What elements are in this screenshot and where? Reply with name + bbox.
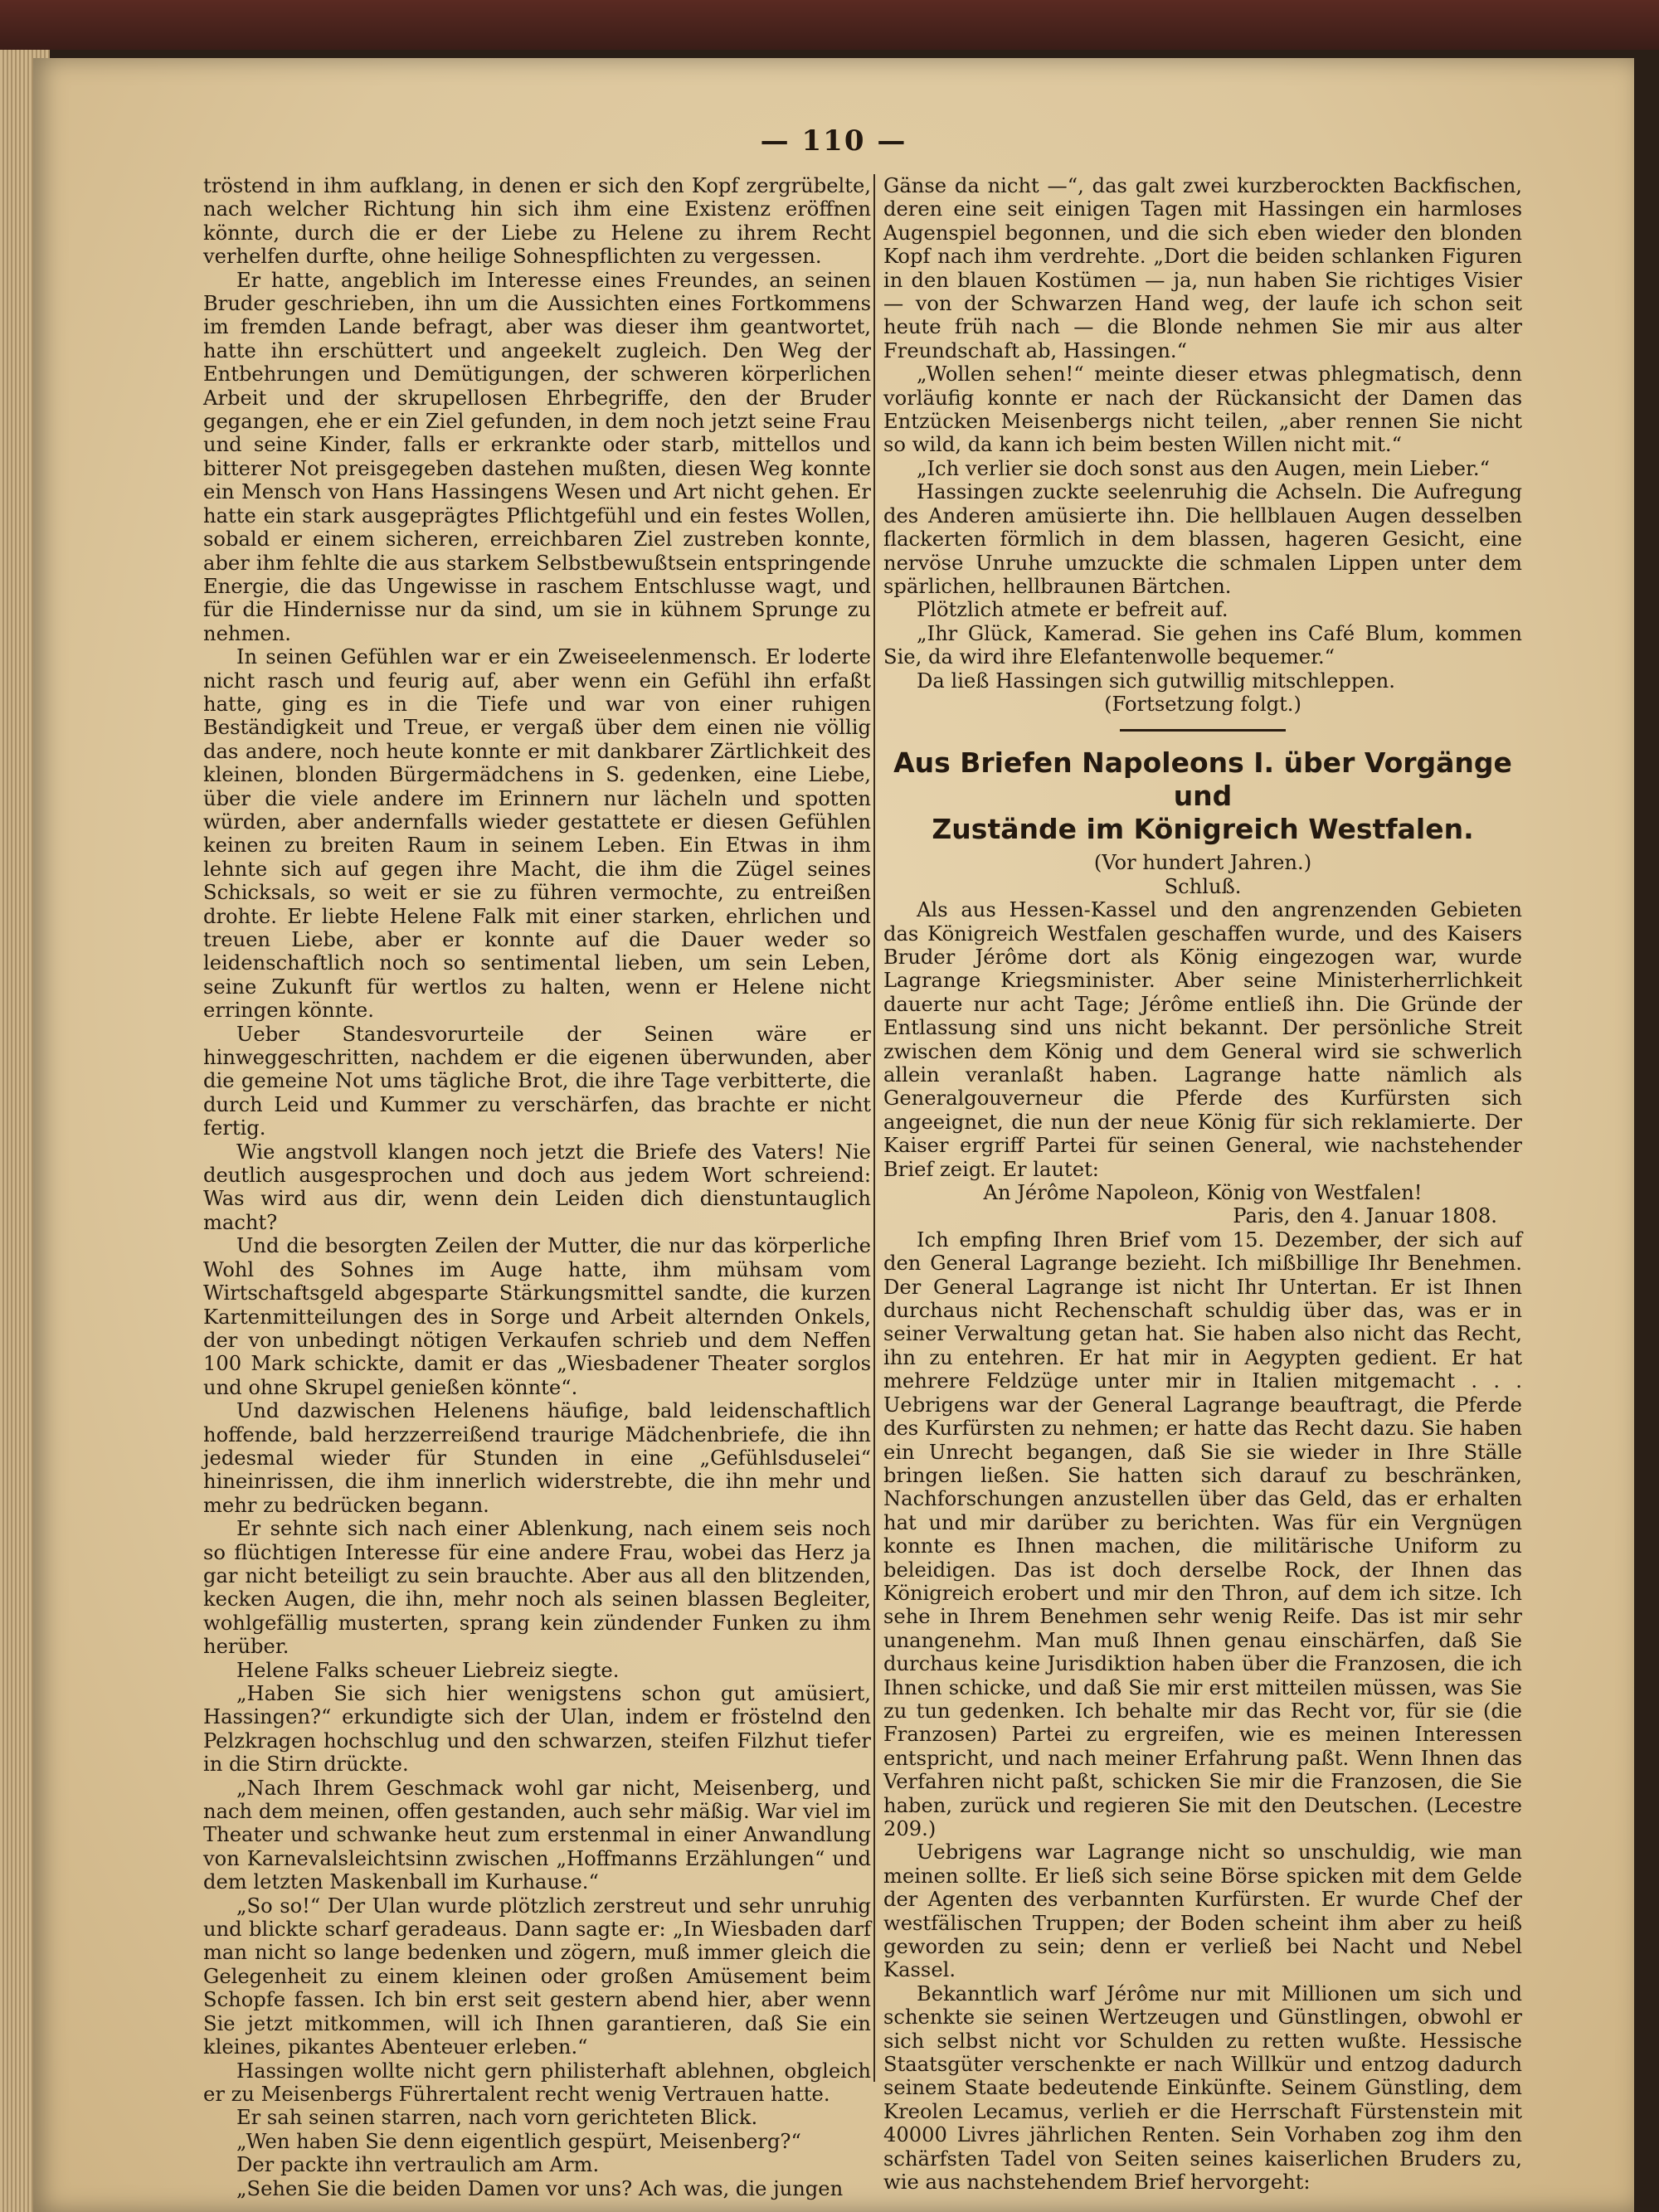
left-paragraph: „So so!“ Der Ulan wurde plötzlich zerstreut und sehr unruhig und blickte scharf geradeaus. Dann sagte er: „In Wiesbaden darf man nicht so lange bedenken und zögern, muß immer gleich die Gelegenheit zu einem kleinen oder großen Amüsement beim Schopfe fassen. Ich bin erst seit gestern abend hier, aber wenn Sie jetzt mitkommen, will ich Ihnen garantieren, daß Sie ein kleines, pikantes Abenteuer erleben.“ (203, 1894, 871, 2059)
column-divider (873, 174, 875, 2082)
left-paragraph: tröstend in ihm aufklang, in denen er sich den Kopf zergrübelte, nach welcher Richtung hin sich ihm eine Existenz eröffnen könnte, durch die er der Liebe zu Helene zu ihrem Recht verhelfen durfte, ohne heilige Sohnespflichten zu vergessen. (203, 174, 871, 269)
left-paragraph: Wie angstvoll klangen noch jetzt die Briefe des Vaters! Nie deutlich ausgesprochen und doch aus jedem Wort schreiend: Was wird aus dir, wenn dein Leiden dich dienstuntauglich macht? (203, 1140, 871, 1234)
right-column (883, 174, 1522, 2195)
section-separator (1120, 729, 1286, 732)
right-paragraph: Gänse da nicht —“, das galt zwei kurzberockten Backfischen, deren eine seit einigen Tagen mit Hassingen ein harmloses Augenspiel begonnen, und die sich eben wieder den blonden Kopf nach ihm verdrehte. „Dort die beiden schlanken Figuren in den blauen Kostümen — ja, nun haben Sie richtiges Visier — von der Schwarzen Hand weg, der laufe ich schon seit heute früh nach — die Blonde nehmen Sie mir aus alter Freundschaft ab, Hassingen.“ (883, 174, 1522, 362)
right-paragraph: Da ließ Hassingen sich gutwillig mitschleppen. (917, 668, 1395, 693)
article-paragraph: Uebrigens war Lagrange nicht so unschuldig, wie man meinen sollte. Er ließ sich seine Börse spicken mit dem Gelde der Agenten des verbannten Kurfürsten. Er wurde Chef der westfälischen Truppen; der Boden scheint ihm aber zu heiß geworden zu sein; denn er verließ bei Nacht und Nebel Kassel. (883, 1840, 1522, 1982)
left-paragraph: „Sehen Sie die beiden Damen vor uns? Ach was, die jungen (236, 2176, 844, 2200)
letter-body: Ich empfing Ihren Brief vom 15. Dezember, der sich auf den General Lagrange bezieht. Ich mißbillige Ihr Benehmen. Der General Lagrange ist nicht Ihr Untertan. Er ist Ihnen durchaus nicht Rechenschaft schuldig über das, was er in seiner Verwaltung getan hat. Sie haben also nicht das Recht, ihn zu entehren. Er hat mir in Aegypten gedient. Er hat mehrere Feldzüge unter mir in Italien mitgemacht . . . Uebrigens war der General Lagrange beauftragt, die Pferde des Kurfürsten zu nehmen; er hatte das Recht dazu. Sie haben ein Unrecht begangen, daß Sie sie wieder in Ihre Ställe bringen ließen. Sie hatten sich darauf zu beschränken, Nachforschungen anzustellen über das Geld, das er erhalten hat und mir darüber zu berichten. Was für ein Vergnügen konnte es Ihnen machen, die militärische Uniform zu beleidigen. Das ist doch derselbe Rock, der Ihnen das Königreich erobert und mir den Thron, auf dem ich sitze. Ich sehe in Ihrem Benehmen sehr wenig Reife. Das ist mir sehr unangenehm. Man muß Ihnen genau einschärfen, daß Sie durchaus keine Jurisdiktion haben über die Franzosen, die ich Ihnen schicke, und daß Sie mir erst mitteilen müssen, was Sie zu tun gedenken. Ich behalte mir das Recht vor, für sie (die Franzosen) Partei zu ergreifen, wie es meinen Interessen entspricht, und nach meiner Erfahrung paßt. Wenn Ihnen das Verfahren nicht paßt, schicken Sie mir die Franzosen, die Sie haben, zurück und regieren Sie mit den Deutschen. (Lecestre 209.) (883, 1228, 1522, 1840)
left-paragraph: Er sah seinen starren, nach vorn gerichteten Blick. (236, 2106, 758, 2130)
article-subtitle: (Vor hundert Jahren.) (1093, 851, 1312, 875)
left-paragraph: In seinen Gefühlen war er ein Zweiseelenmensch. Er loderte nicht rasch und feurig auf, aber wenn ein Gefühl ihn erfaßt hatte, ging es in die Tiefe und war von einer ruhigen Beständigkeit und Treue, er vergaß über dem einen nie völlig das andere, noch heute konnte er mit dankbarer Zärtlichkeit des kleinen, blonden Bürgermädchens in S. gedenken, eine Liebe, über die viele andere im Erinnern nur lächeln und spotten würden, aber andernfalls wieder gestattete er diesen Gefühlen keinen zu breiten Raum in seinem Leben. Ein Etwas in ihm lehnte sich auf gegen ihre Macht, die ihm die Zügel seines Schicksals, so weit er sie zu führen vermochte, zu entreißen drohte. Er liebte Helene Falk mit einer starken, ehrlichen und treuen Liebe, aber er konnte auf die Dauer weder so leidenschaftlich noch so sentimental lieben, um sein Leben, seine Zukunft für wertlos zu halten, wenn er Helene nicht erringen könnte. (203, 645, 871, 1023)
letter-date: Paris, den 4. Januar 1808. (1233, 1204, 1497, 1228)
right-paragraph: Hassingen zuckte seelenruhig die Achseln. Die Aufregung des Anderen amüsierte ihn. Die hellblauen Augen desselben flackerten förmlich in dem blassen, hageren Gesicht, eine nervöse Unruhe umzuckte die schmalen Lippen unter dem spärlichen, hellbraunen Bärtchen. (883, 480, 1522, 598)
continuation-note: (Fortsetzung folgt.) (1104, 692, 1301, 716)
book-top-edge (0, 0, 1659, 50)
left-paragraph: Und dazwischen Helenens häufige, bald leidenschaftlich hoffende, bald herzzerreißend traurige Mädchenbriefe, die ihn jedesmal wieder für Stunden in eine „Gefühlsduselei“ hineinrissen, die ihm innerlich widerstrebte, die ihn mehr und mehr zu bedrücken begann. (203, 1399, 871, 1517)
article-paragraph: Bekanntlich warf Jérôme nur mit Millionen um sich und schenkte sie seinen Wertzeugen und Günstlingen, obwohl er sich selbst nicht vor Schulden zu retten wußte. Hessische Staatsgüter verschenkte er nach Willkür und entzog dadurch seinem Staate bedeutende Einkünfte. Seinem Günstling, dem Kreolen Lecamus, verlieh er die Herrschaft Fürstenstein mit 40000 Livres jährlichen Renten. Sein Vorhaben zog ihm den schärfsten Tadel von Seiten seines kaiserlichen Bruders zu, wie aus nachstehendem Brief hervorgeht: (883, 1981, 1522, 2195)
book-page (33, 58, 1634, 2212)
left-column (203, 174, 871, 2200)
left-paragraph: Und die besorgten Zeilen der Mutter, die nur das körperliche Wohl des Sohnes im Auge hatte, ihm mühsam vom Wirtschaftsgeld abgesparte Stärkungsmittel sandte, die kurzen Kartenmitteilungen des in Sorge und Arbeit alternden Onkels, der von unbedingt nötigen Verkaufen schrieb und dem Neffen 100 Mark schickte, damit er das „Wiesbadener Theater sorglos und ohne Skrupel genießen könnte“. (203, 1234, 871, 1399)
left-paragraph: „Nach Ihrem Geschmack wohl gar nicht, Meisenberg, und nach dem meinen, offen gestanden, auch sehr mäßig. War viel im Theater und schwanke heut zum erstenmal in einer Anwandlung von Karnevalsleichtsinn zwischen „Hoffmanns Erzählungen“ und dem letzten Maskenball im Kurhause.“ (203, 1776, 871, 1894)
article-title-line: Zustände im Königreich Westfalen. (932, 813, 1474, 846)
right-paragraph: „Ich verlier sie doch sonst aus den Augen, mein Lieber.“ (917, 456, 1490, 480)
left-paragraph: Hassingen wollte nicht gern philisterhaft ablehnen, obgleich er zu Meisenbergs Führertalent recht wenig Vertrauen hatte. (203, 2059, 871, 2106)
right-paragraph: Plötzlich atmete er befreit auf. (917, 598, 1228, 622)
left-paragraph: Er hatte, angeblich im Interesse eines Freundes, an seinen Bruder geschrieben, ihn um die Aussichten eines Fortkommens im fremden Lande befragt, aber was dieser ihm geantwortet, hatte ihn erschüttert und angeekelt zugleich. Den Weg der Entbehrungen und Demütigungen, der schweren körperlichen Arbeit und der skrupellosen Ehrbegriffe, den der Bruder gegangen, ehe er ein Ziel gefunden, in dem noch jetzt seine Frau und seine Kinder, falls er erkrankte oder starb, mittellos und bitterer Not preisgegeben dastehen mußten, diesen Weg konnte ein Mensch von Hans Hassingens Wesen und Art nicht gehen. Er hatte ein stark ausgeprägtes Pflichtgefühl und ein festes Wollen, sobald er einem sicheren, erreichbaren Ziel zustreben konnte, aber ihm fehlte die aus starkem Selbstbewußtsein entspringende Energie, die das Ungewisse in raschem Entschlusse wagt, und für die Hindernisse nur da sind, um sie in kühnem Sprunge zu nehmen. (203, 268, 871, 645)
left-paragraph: „Haben Sie sich hier wenigstens schon gut amüsiert, Hassingen?“ erkundigte sich der Ulan, indem er fröstelnd den Pelzkragen hochschlug und den schwarzen, steifen Filzhut tiefer in die Stirn drückte. (203, 1682, 871, 1777)
left-paragraph: Ueber Standesvorurteile der Seinen wäre er hinweggeschritten, nachdem er die eigenen überwunden, aber die gemeine Not ums tägliche Brot, die ihre Tage verbitterte, die durch Leid und Kummer zu verschärfen, das brachte er nicht fertig. (203, 1022, 871, 1140)
left-paragraph: „Wen haben Sie denn eigentlich gespürt, Meisenberg?“ (236, 2129, 801, 2153)
left-paragraph: Er sehnte sich nach einer Ablenkung, nach einem seis noch so flüchtigen Interesse für eine andere Frau, wobei das Herz ja gar nicht beteiligt zu sein brauchte. Aber aus all den blitzenden, kecken Augen, die ihn, mehr noch als seinen blassen Begleiter, wohlgefällig musterten, sprang kein zündender Funken zu ihm herüber. (203, 1517, 871, 1659)
right-paragraph: „Wollen sehen!“ meinte dieser etwas phlegmatisch, denn vorläufig konnte er nach der Rückansicht der Damen das Entzücken Meisenbergs nicht teilen, „aber rennen Sie nicht so wild, da kann ich beim besten Willen nicht mit.“ (883, 362, 1522, 457)
article-title (883, 746, 1522, 846)
article-part: Schluß. (1164, 874, 1242, 898)
article-intro: Als aus Hessen-Kassel und den angrenzenden Gebieten das Königreich Westfalen geschaffen wurde, und des Kaisers Bruder Jérôme dort als König eingezogen war, wurde Lagrange Kriegsminister. Aber seine Ministerherrlichkeit dauerte nur acht Tage; Jérôme entließ ihn. Die Gründe der Entlassung sind uns nicht bekannt. Der persönliche Streit zwischen dem König und dem General wird sie schwerlich allein veranlaßt haben. Lagrange hatte nämlich als Generalgouverneur die Pferde des Kurfürsten sich angeeignet, die nun der neue König für sich reklamierte. Der Kaiser ergriff Partei für seinen General, wie nachstehender Brief zeigt. Er lautet: (883, 898, 1522, 1181)
left-paragraph: Helene Falks scheuer Liebreiz siegte. (236, 1658, 620, 1682)
right-paragraph: „Ihr Glück, Kamerad. Sie gehen ins Café Blum, kommen Sie, da wird ihre Elefantenwolle bequemer.“ (883, 621, 1522, 669)
letter-address: An Jérôme Napoleon, König von Westfalen! (983, 1181, 1423, 1205)
page-number: — 110 — (760, 124, 907, 158)
left-paragraph: Der packte ihn vertraulich am Arm. (236, 2153, 600, 2177)
article-title-line: Aus Briefen Napoleons I. über Vorgänge und (893, 746, 1512, 813)
